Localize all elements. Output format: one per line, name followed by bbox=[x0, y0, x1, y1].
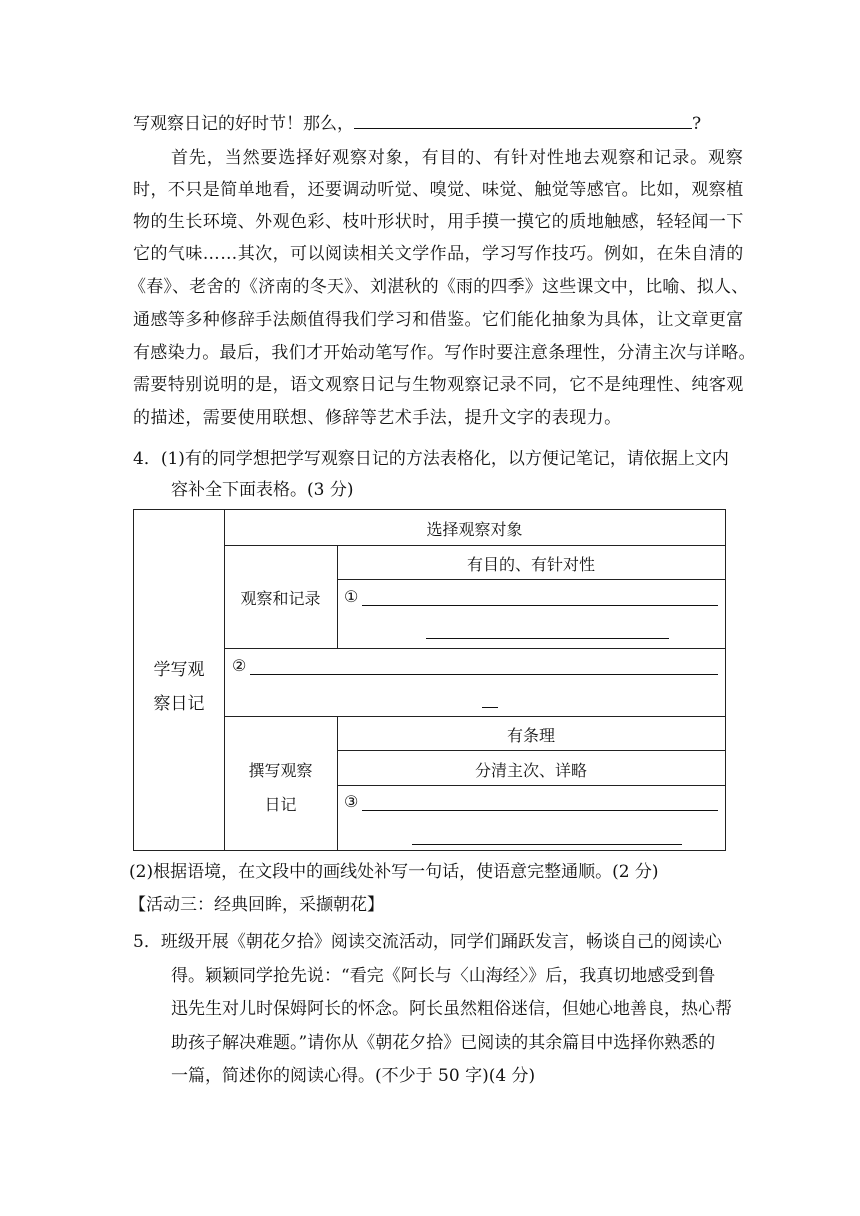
paragraph-line-6: 通感等多种修辞手法颇值得我们学习和借鉴。它们能化抽象为具体，让文章更富 bbox=[133, 310, 744, 330]
blank-2-line[interactable] bbox=[250, 674, 718, 675]
choose-target-cell: 选择观察对象 bbox=[426, 520, 523, 539]
paragraph-line-1: 首先，当然要选择好观察对象，有目的、有针对性地去观察和记录。观察 bbox=[171, 148, 744, 168]
observe-label: 观察和记录 bbox=[240, 589, 321, 608]
intro-line bbox=[133, 110, 701, 136]
question-4-line-2: 容补全下面表格。(3 分) bbox=[171, 480, 354, 500]
paragraph-line-2: 时，不只是简单地看，还要调动听觉、嗅觉、味觉、触觉等感官。比如，观察植 bbox=[133, 180, 744, 200]
intro-text: 写观察日记的好时节！那么， bbox=[133, 114, 354, 134]
question-5-line-2: 得。颖颖同学抢先说：“看完《阿长与〈山海经〉》后，我真切地感受到鲁 bbox=[171, 966, 716, 986]
paragraph-line-8: 需要特别说明的是，语文观察日记与生物观察记录不同，它不是纯理性、纯客观 bbox=[133, 375, 744, 395]
question-5-line-3: 迅先生对儿时保姆阿长的怀念。阿长虽然粗俗迷信，但她心地善良，热心帮 bbox=[171, 999, 732, 1019]
table-root-label-2: 察日记 bbox=[153, 694, 205, 714]
paragraph-line-4: 它的气味……其次，可以阅读相关文学作品，学习写作技巧。例如，在朱自清的 bbox=[133, 244, 744, 264]
table-divider bbox=[224, 545, 725, 546]
paragraph-line-9: 的描述，需要使用联想、修辞等艺术手法，提升文字的表现力。 bbox=[133, 408, 622, 428]
orderly-cell: 有条理 bbox=[506, 726, 555, 745]
table-divider bbox=[224, 648, 725, 649]
table-divider bbox=[224, 716, 725, 717]
question-5-line-1: 5．班级开展《朝花夕拾》阅读交流活动，同学们踊跃发言，畅谈自己的阅读心 bbox=[133, 932, 722, 952]
intro-answer-blank[interactable] bbox=[354, 110, 692, 129]
paragraph-line-3: 物的生长环境、外观色彩、枝叶形状时，用手摸一摸它的质地触感，轻轻闻一下 bbox=[133, 212, 744, 232]
paragraph-line-5: 《春》、老舍的《济南的冬天》、刘湛秋的《雨的四季》这些课文中，比喻、拟人、 bbox=[129, 277, 749, 297]
table-divider bbox=[337, 579, 725, 580]
primary-cell: 分清主次、详略 bbox=[474, 761, 587, 780]
question-5-line-5: 一篇，简述你的阅读心得。(不少于 50 字)(4 分) bbox=[171, 1066, 536, 1086]
blank-1-line-2[interactable] bbox=[426, 638, 669, 639]
write-label-2: 日记 bbox=[264, 795, 297, 814]
blank-1-marker: ① bbox=[344, 587, 359, 606]
table-divider bbox=[337, 785, 725, 786]
blank-3-line[interactable] bbox=[362, 810, 718, 811]
blank-1-line[interactable] bbox=[362, 605, 718, 606]
intro-question-mark: ? bbox=[692, 114, 702, 134]
paragraph-line-7: 有感染力。最后，我们才开始动笔写作。写作时要注意条理性，分清主次与详略。 bbox=[133, 343, 756, 363]
question-5-line-4: 助孩子解决难题。”请你从《朝花夕拾》已阅读的其余篇目中选择你熟悉的 bbox=[171, 1033, 716, 1053]
purpose-cell: 有目的、有针对性 bbox=[466, 555, 595, 574]
method-table bbox=[133, 509, 726, 851]
blank-3-line-2[interactable] bbox=[412, 844, 682, 845]
question-4-line-1: 4．(1)有的同学想把学写观察日记的方法表格化，以方便记笔记，请依据上文内 bbox=[133, 449, 729, 469]
question-4-part-2: (2)根据语境，在文段中的画线处补写一句话，使语意完整通顺。(2 分) bbox=[129, 862, 659, 882]
table-root-label-1: 学写观 bbox=[153, 660, 205, 680]
blank-2-line-2[interactable] bbox=[482, 707, 498, 708]
blank-3-marker: ③ bbox=[344, 792, 359, 811]
blank-2-marker: ② bbox=[232, 656, 247, 675]
table-divider bbox=[337, 750, 725, 751]
activity-3-heading: 【活动三：经典回眸，采撷朝花】 bbox=[129, 895, 384, 915]
write-label-1: 撰写观察 bbox=[248, 761, 313, 780]
